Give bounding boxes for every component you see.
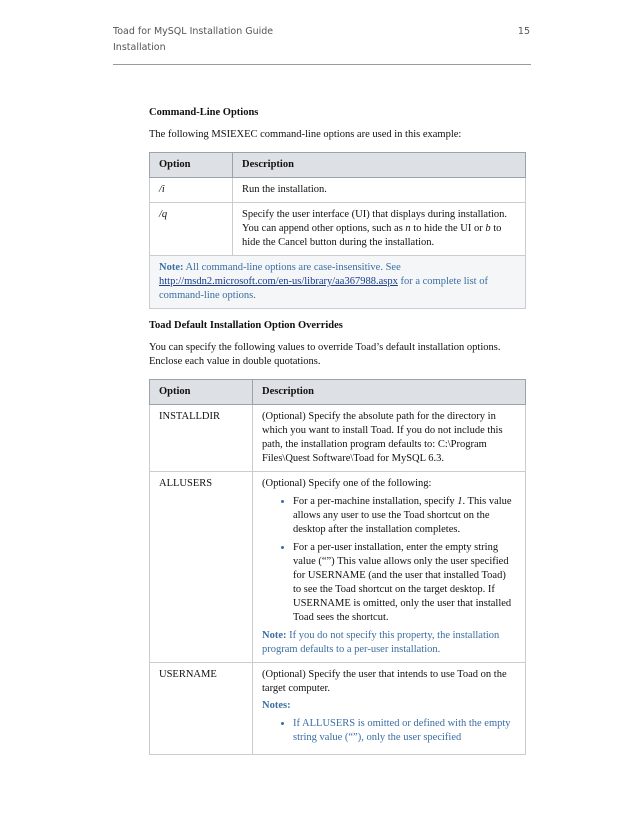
header-section: Installation bbox=[113, 42, 166, 53]
cmdline-heading: Command-Line Options bbox=[149, 107, 259, 118]
overrides-heading: Toad Default Installation Option Overrides bbox=[149, 320, 343, 331]
col-description: Description bbox=[233, 153, 526, 178]
table-row bbox=[150, 203, 526, 256]
overrides-intro: You can specify the following values to override Toad’s default installation options. Enclose each value in double quotations. bbox=[149, 342, 501, 367]
option-cell: ALLUSERS bbox=[150, 472, 253, 663]
notes-label: Notes: bbox=[262, 700, 291, 711]
col-option: Option bbox=[150, 380, 253, 405]
msdn-link[interactable]: http://msdn2.microsoft.com/en-us/library/aa367988.aspx bbox=[159, 276, 398, 287]
col-description: Description bbox=[253, 380, 526, 405]
option-cell: /i bbox=[150, 178, 233, 203]
allusers-list bbox=[262, 495, 516, 625]
list-item: • For a per-machine installation, specify 1. This value allows any user to use the Toad shortcut on the desktop after the installation completes. bbox=[293, 495, 516, 537]
table-row bbox=[150, 472, 526, 663]
description-cell: (Optional) Specify one of the following: • For a per-machine installation, specify 1. This value allows any user to use the Toad shortcut on the desktop after the installation completes. • For a per-user installation, enter the empty string value (“”) This value allows only the user specified for USERNAME (and the user that installed Toad) to see the Toad shortcut on the target desktop. If USERNAME is omitted, only the user that installed Toad sees the shortcut. Note: If you do not specify this property, the installation program defaults to a per-user installation. bbox=[253, 472, 526, 663]
overrides-table bbox=[149, 379, 526, 755]
table-row bbox=[150, 663, 526, 755]
list-item: • For a per-user installation, enter the empty string value (“”) This value allows only the user specified for USERNAME (and the user that installed Toad) to see the Toad shortcut on the target desktop. If USERNAME is omitted, only the user that installed Toad sees the shortcut. bbox=[293, 541, 516, 625]
username-list bbox=[262, 717, 516, 745]
header-doc-title: Toad for MySQL Installation Guide bbox=[113, 26, 274, 37]
page-header bbox=[113, 24, 530, 56]
option-cell: USERNAME bbox=[150, 663, 253, 755]
description-cell: Run the installation. bbox=[233, 178, 526, 203]
page-number: 15 bbox=[517, 26, 530, 37]
page-content bbox=[149, 106, 526, 755]
header-divider bbox=[113, 64, 531, 65]
note-cell: Note: All command-line options are case-insensitive. See http://msdn2.microsoft.com/en-us/library/aa367988.aspx for a complete list of command-line options. bbox=[150, 256, 526, 309]
option-cell: INSTALLDIR bbox=[150, 405, 253, 472]
cmdline-intro: The following MSIEXEC command-line options are used in this example: bbox=[149, 129, 462, 140]
note-label: Note: bbox=[159, 262, 184, 273]
col-option: Option bbox=[150, 153, 233, 178]
table-row bbox=[150, 405, 526, 472]
list-item: • If ALLUSERS is omitted or defined with the empty string value (“”), only the user specified bbox=[293, 717, 516, 745]
description-cell: (Optional) Specify the user that intends to use Toad on the target computer. Notes: • If ALLUSERS is omitted or defined with the empty string value (“”), only the user specified bbox=[253, 663, 526, 755]
option-cell: /q bbox=[150, 203, 233, 256]
table-row bbox=[150, 178, 526, 203]
description-cell: Specify the user interface (UI) that displays during installation. You can append other options, such as n to hide the UI or b to hide the Cancel button during the installation. bbox=[233, 203, 526, 256]
cmdline-table bbox=[149, 152, 526, 309]
allusers-note: Note: If you do not specify this property, the installation program defaults to a per-user installation. bbox=[262, 630, 500, 655]
description-cell: (Optional) Specify the absolute path for the directory in which you want to install Toad. If you do not include this path, the installation program defaults to: C:\Program Files\Quest Software\Toad for MySQL 6.3. bbox=[253, 405, 526, 472]
